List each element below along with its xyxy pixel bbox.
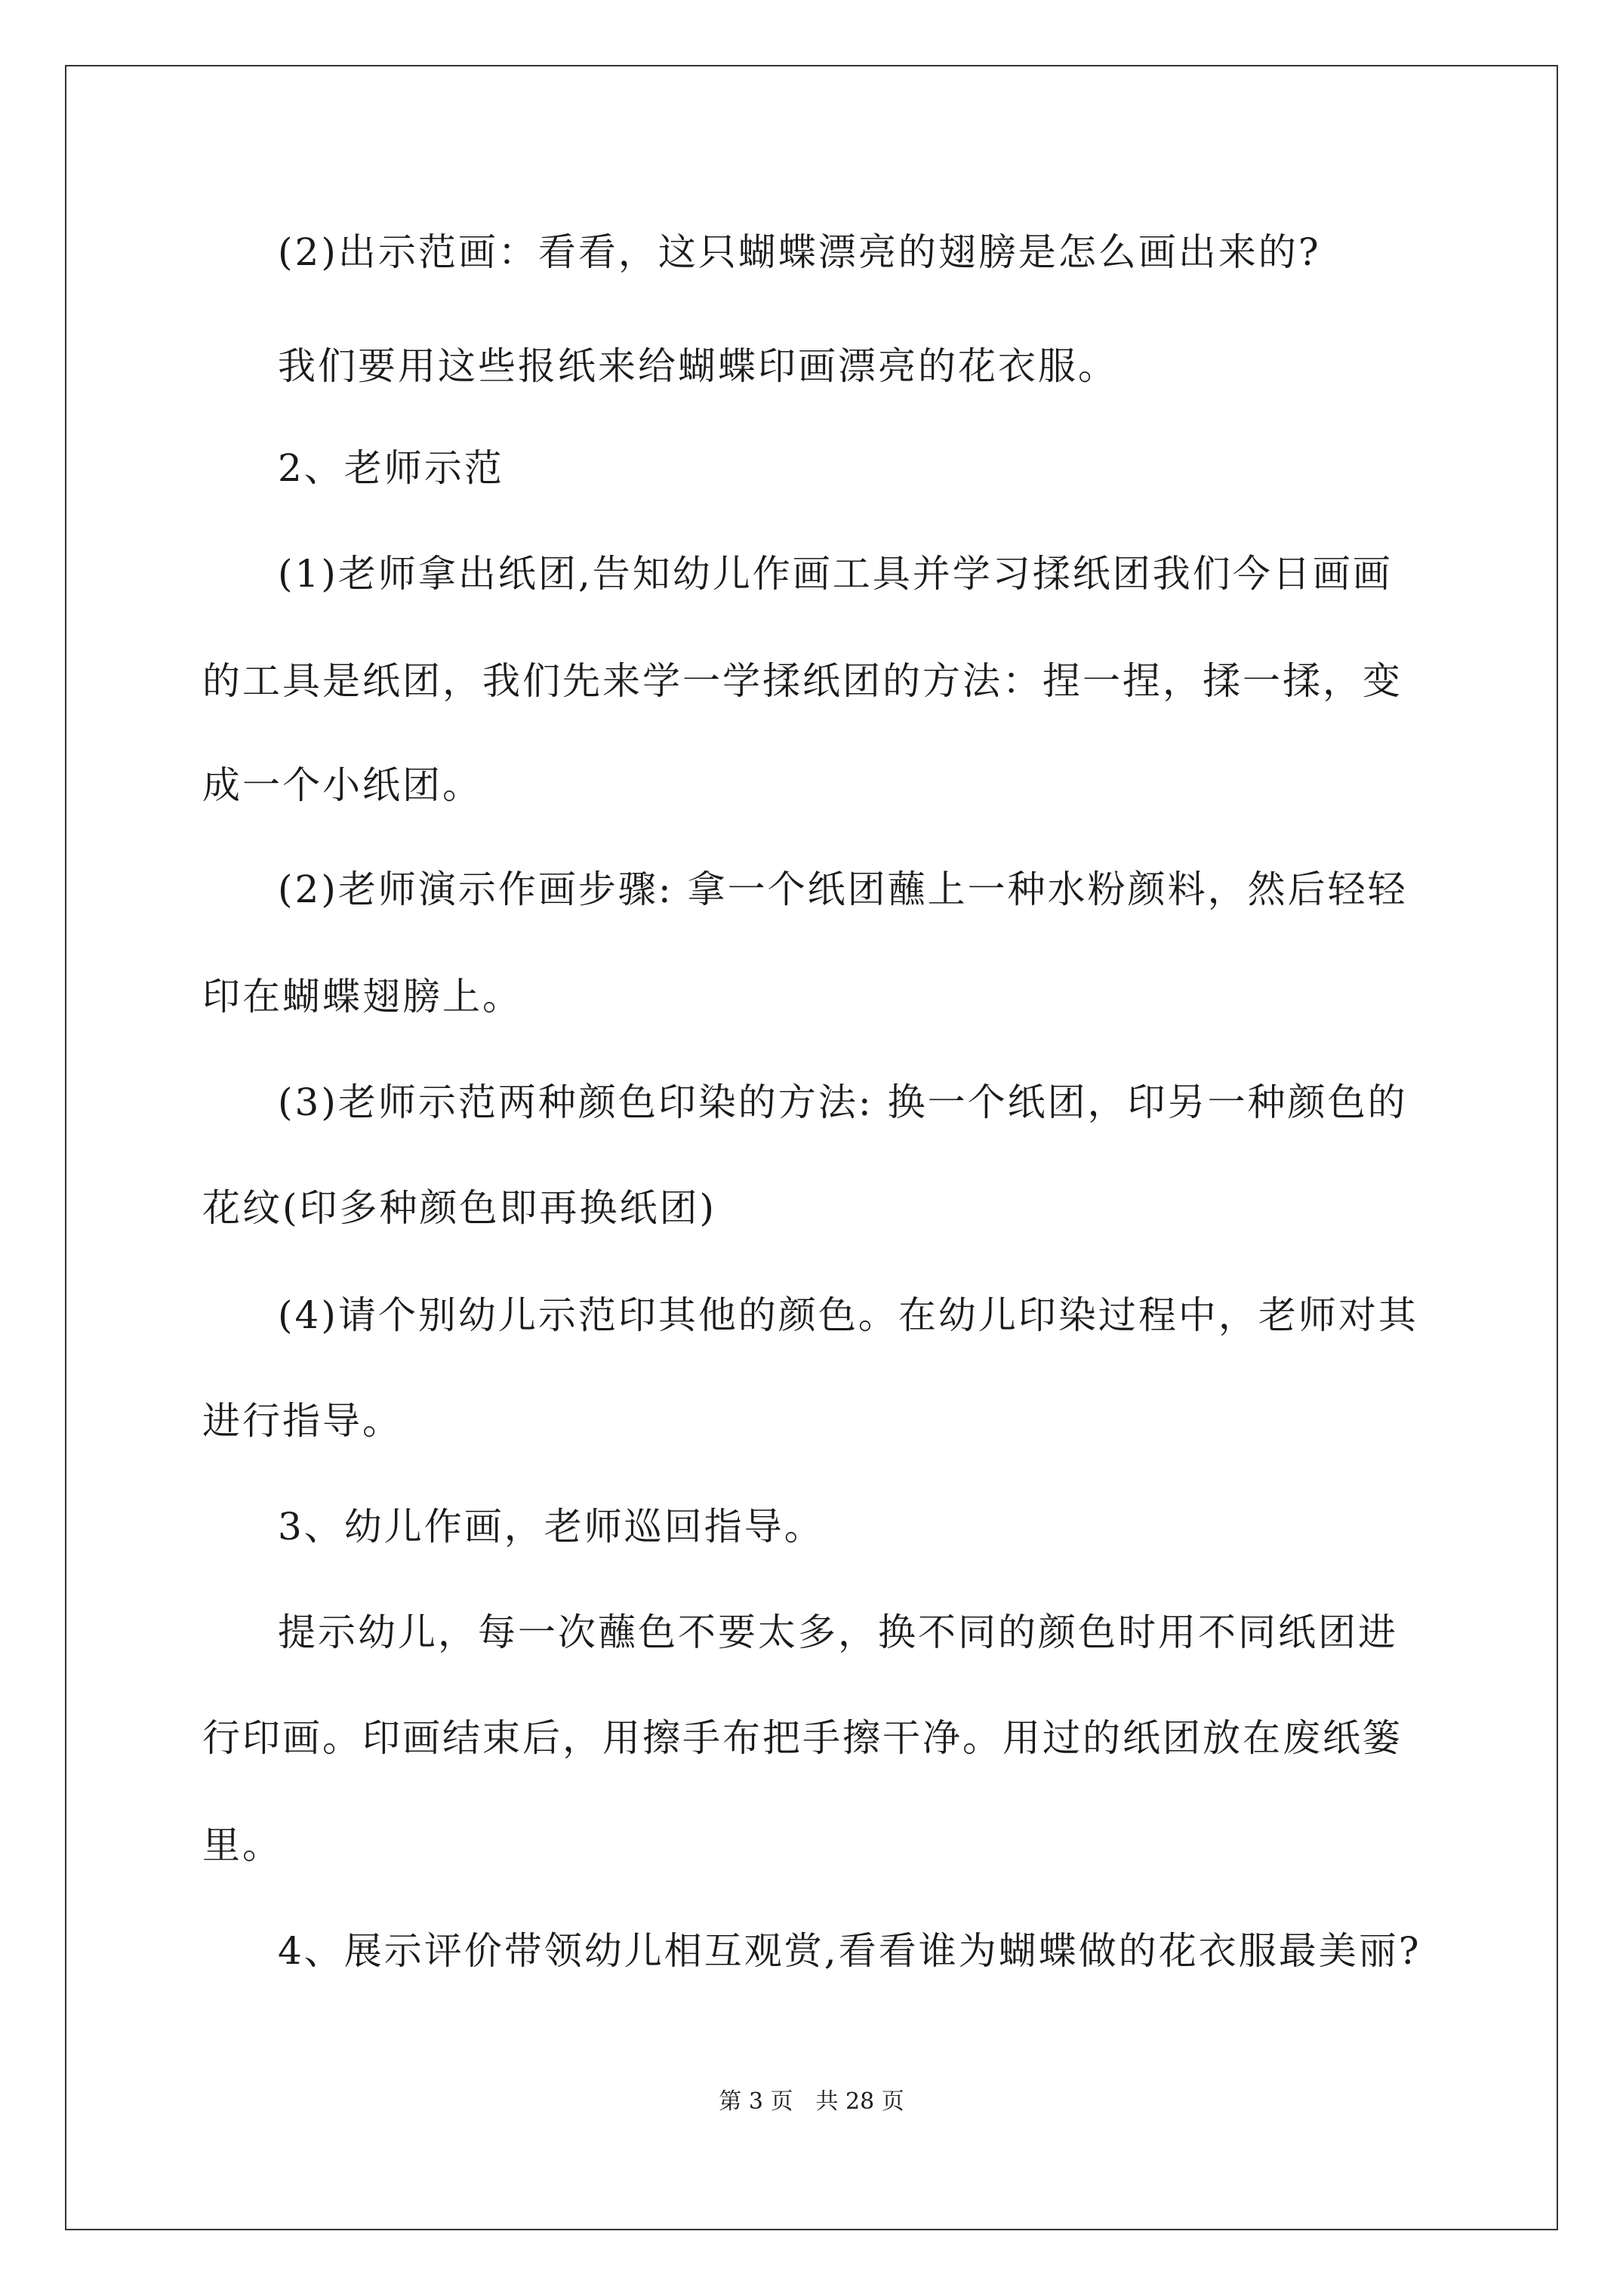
- section-heading: 4、展示评价带领幼儿相互观赏,看看谁为蝴蝶做的花衣服最美丽?: [278, 1929, 1421, 1973]
- page-border: [65, 65, 1558, 2230]
- text-line: 行印画。印画结束后，用擦手布把手擦干净。用过的纸团放在废纸篓: [202, 1716, 1403, 1760]
- text-line: 的工具是纸团，我们先来学一学揉纸团的方法：捏一捏，揉一揉，变: [202, 659, 1403, 703]
- text-line: (3)老师示范两种颜色印染的方法: 换一个纸团，印另一种颜色的: [278, 1080, 1408, 1124]
- page-footer: 第 3 页 共 28 页: [719, 2088, 904, 2115]
- text-line: 提示幼儿，每一次蘸色不要太多，换不同的颜色时用不同纸团进: [278, 1610, 1398, 1654]
- text-line: 印在蝴蝶翅膀上。: [202, 975, 522, 1019]
- section-heading: 2、老师示范: [278, 446, 504, 490]
- text-line: 花纹(印多种颜色即再换纸团): [202, 1186, 717, 1230]
- text-line: (1)老师拿出纸团,告知幼儿作画工具并学习揉纸团我们今日画画: [278, 552, 1393, 596]
- text-line: (2)出示范画：看看，这只蝴蝶漂亮的翅膀是怎么画出来的?: [278, 230, 1321, 274]
- section-heading: 3、幼儿作画，老师巡回指导。: [278, 1505, 824, 1549]
- text-line: 进行指导。: [202, 1399, 402, 1443]
- text-line: (2)老师演示作画步骤: 拿一个纸团蘸上一种水粉颜料，然后轻轻: [278, 868, 1408, 911]
- text-line: 里。: [202, 1823, 282, 1867]
- text-line: 我们要用这些报纸来给蝴蝶印画漂亮的花衣服。: [278, 344, 1118, 388]
- text-line: 成一个小纸团。: [202, 763, 482, 807]
- text-line: (4)请个别幼儿示范印其他的颜色。在幼儿印染过程中，老师对其: [278, 1293, 1418, 1337]
